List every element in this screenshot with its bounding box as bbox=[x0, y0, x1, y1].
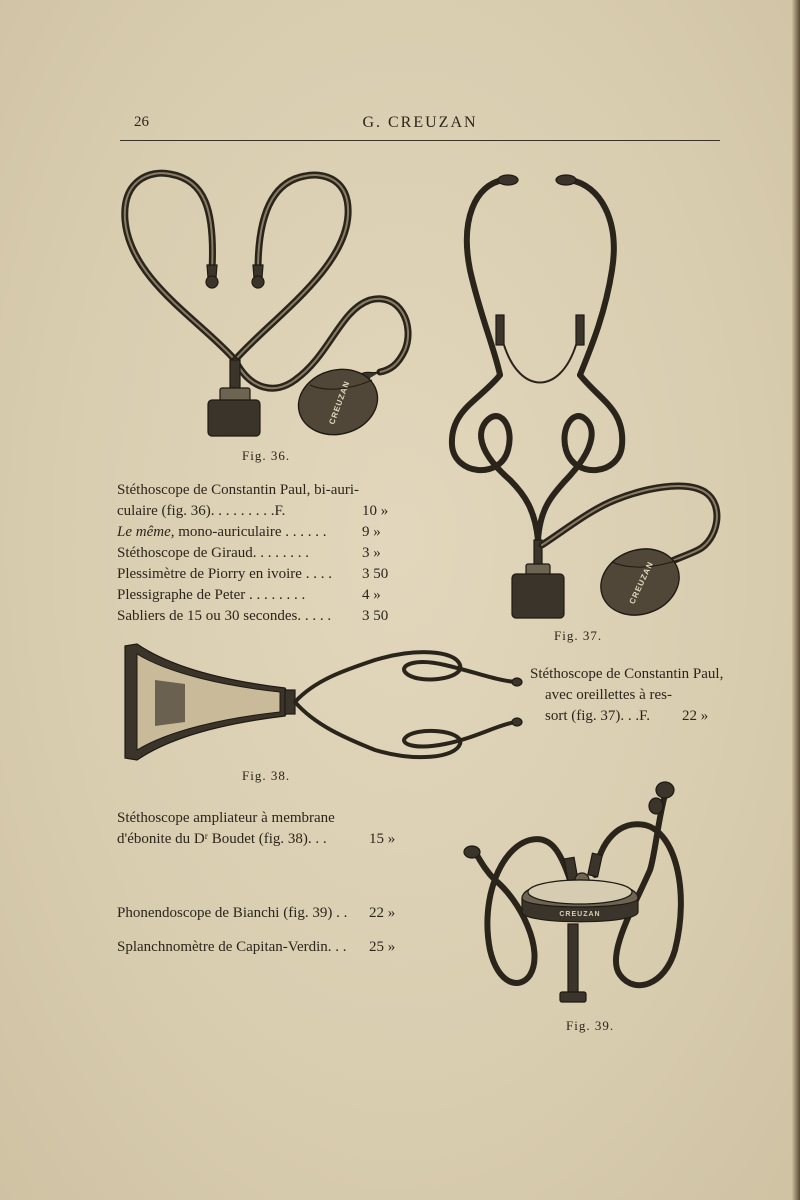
price-row bbox=[117, 543, 407, 564]
fig37-illustration bbox=[440, 170, 730, 630]
price-row bbox=[117, 522, 407, 543]
page-number: 26 bbox=[134, 114, 149, 130]
price-row bbox=[117, 606, 407, 627]
price-row bbox=[117, 585, 407, 606]
fig37-caption: Fig. 37. bbox=[554, 628, 603, 643]
item-label-rest: mono-auriculaire . . . . . . bbox=[174, 524, 327, 540]
price-row bbox=[117, 564, 407, 585]
fig37-line2: avec oreillettes à res- bbox=[545, 687, 673, 703]
header-rule bbox=[120, 140, 720, 141]
fig36-caption: Fig. 36. bbox=[242, 448, 291, 463]
item-price: 10 » bbox=[362, 503, 389, 519]
item-label bbox=[117, 522, 327, 543]
item-label: Plessigraphe de Peter . . . . . . . . bbox=[117, 587, 306, 603]
price-row bbox=[117, 501, 407, 522]
price-list-intro bbox=[117, 480, 407, 501]
fig37-engraving: CREUZAN bbox=[627, 559, 656, 606]
item-label-emphasis: Le même, bbox=[117, 524, 175, 540]
splanchnometre-label: Splanchnomètre de Capitan-Verdin. . . bbox=[117, 939, 347, 955]
fig39-caption: Fig. 39. bbox=[566, 1018, 615, 1033]
phonendoscope-price: 22 » bbox=[369, 905, 396, 921]
item-label: Sabliers de 15 ou 30 secondes. . . . . bbox=[117, 608, 332, 624]
phonendoscope-label: Phonendoscope de Bianchi (fig. 39) . . bbox=[117, 905, 348, 921]
fig37-line1: Stéthoscope de Constantin Paul, bbox=[530, 666, 724, 682]
fig39-engraving: CREUZAN bbox=[559, 911, 601, 918]
fig37-price: 22 » bbox=[682, 708, 709, 724]
item-price: 9 » bbox=[362, 524, 381, 540]
splanchnometre-entry bbox=[117, 937, 417, 958]
item-label: Stéthoscope de Giraud. . . . . . . . bbox=[117, 545, 310, 561]
splanchnometre-price: 25 » bbox=[369, 939, 396, 955]
item-price: 3 50 bbox=[362, 566, 389, 582]
fig38-caption: Fig. 38. bbox=[242, 768, 291, 783]
item-price: 4 » bbox=[362, 587, 381, 603]
fig38-price: 15 » bbox=[369, 831, 396, 847]
item-price: 3 » bbox=[362, 545, 381, 561]
price-list bbox=[117, 480, 407, 627]
fig38-illustration bbox=[115, 640, 535, 770]
item-price: 3 50 bbox=[362, 608, 389, 624]
fig38-line1: Stéthoscope ampliateur à membrane bbox=[117, 810, 335, 826]
fig38-line2: d'ébonite du Dʳ Boudet (fig. 38). . . bbox=[117, 831, 327, 847]
fig37-entry bbox=[530, 664, 730, 727]
item-label: Plessimètre de Piorry en ivoire . . . . bbox=[117, 566, 332, 582]
running-head bbox=[120, 114, 720, 138]
author-header: G. CREUZAN bbox=[362, 114, 478, 131]
fig39-illustration bbox=[460, 780, 700, 1020]
item-label: culaire (fig. 36). . . . . . . . .F. bbox=[117, 503, 286, 519]
fig37-line3: sort (fig. 37). . .F. bbox=[545, 708, 651, 724]
intro-text: Stéthoscope de Constantin Paul, bi-auri- bbox=[117, 482, 360, 498]
fig38-entry bbox=[117, 808, 417, 850]
phonendoscope-entry bbox=[117, 903, 417, 924]
page-edge-shadow bbox=[792, 0, 800, 1200]
fig36-illustration bbox=[110, 160, 430, 450]
fig36-engraving: CREUZAN bbox=[327, 379, 352, 426]
